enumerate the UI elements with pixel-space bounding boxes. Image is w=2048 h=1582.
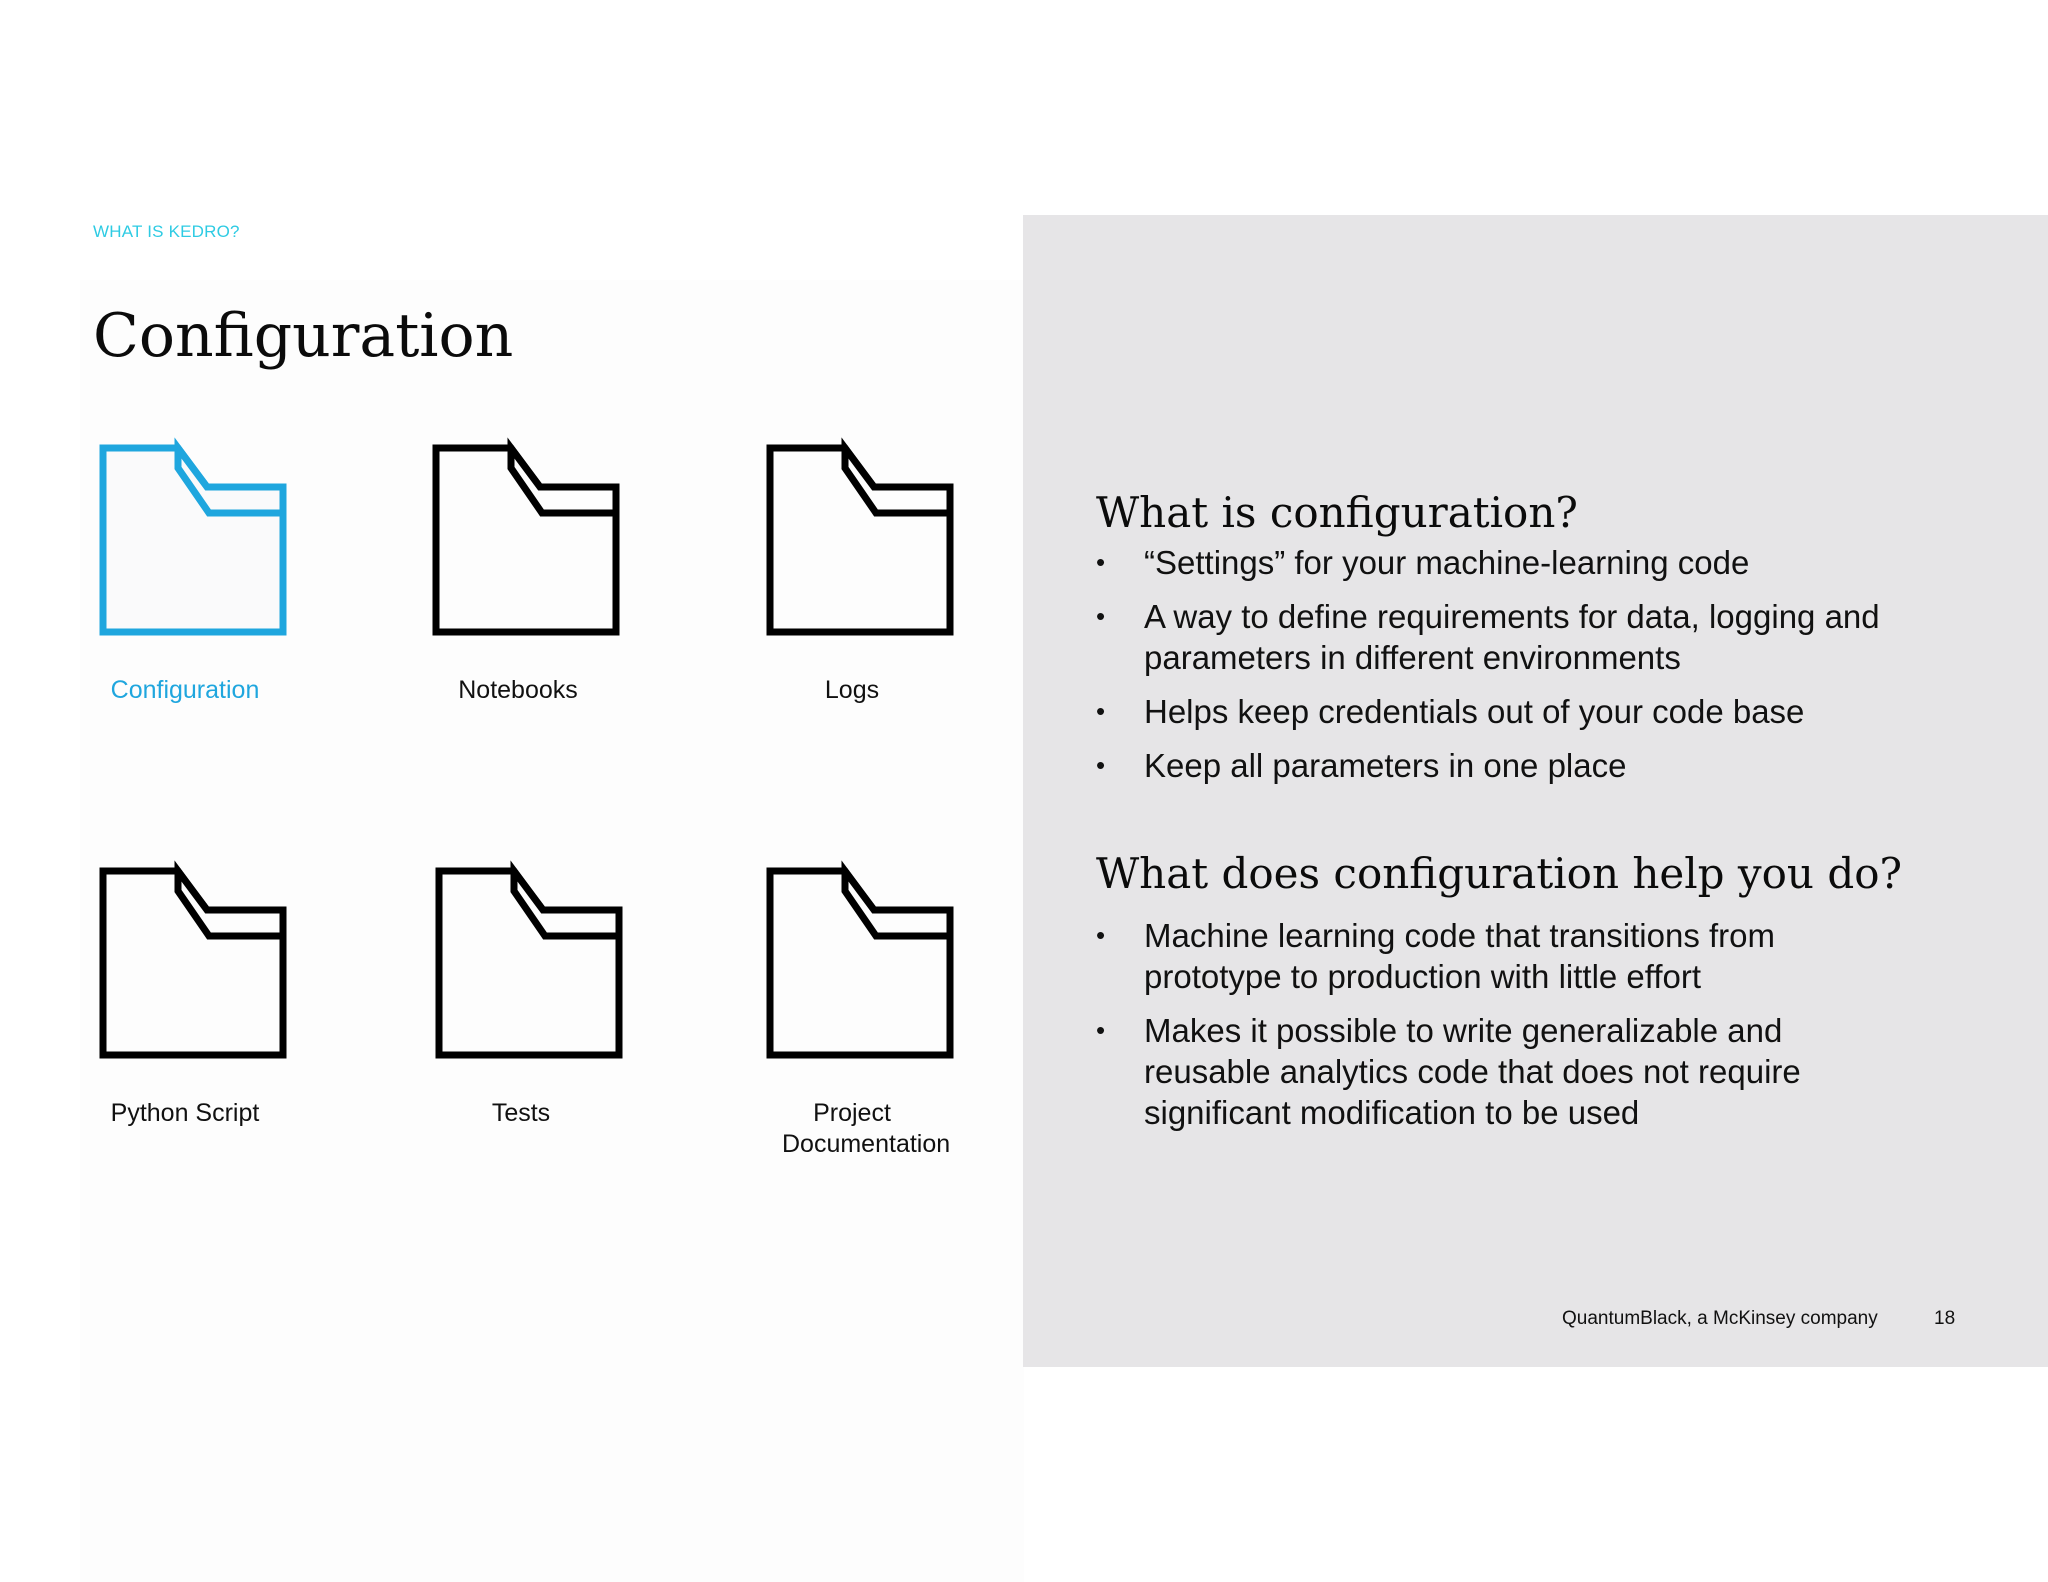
folder-label: Logs bbox=[824, 676, 880, 704]
folder-icon bbox=[742, 445, 962, 635]
section-label: WHAT IS KEDRO? bbox=[93, 222, 240, 241]
page-number: 18 bbox=[1934, 1308, 1956, 1329]
list-item: • Machine learning code that transitions from prototype to production with little effort bbox=[1096, 915, 1856, 997]
footer-company: QuantumBlack, a McKinsey company bbox=[1562, 1308, 1878, 1329]
folder-logs[interactable] bbox=[722, 445, 982, 705]
what-does-heading: What does configuration help you do? bbox=[1096, 849, 1903, 898]
list-item: • Helps keep credentials out of your code base bbox=[1096, 691, 1896, 732]
folder-label: Python Script bbox=[110, 1099, 260, 1127]
folder-project-documentation[interactable] bbox=[722, 868, 982, 1158]
what-is-heading: What is configuration? bbox=[1096, 488, 1578, 537]
folder-configuration[interactable] bbox=[55, 445, 315, 705]
list-item: • “Settings” for your machine-learning code bbox=[1096, 542, 1896, 583]
list-item: • Makes it possible to write generalizable and reusable analytics code that does not require significant modification to be used bbox=[1096, 1010, 1856, 1133]
folder-label: Project Documentation bbox=[782, 1099, 951, 1158]
folder-icon bbox=[742, 868, 962, 1058]
folder-python-script[interactable] bbox=[55, 868, 315, 1128]
folder-icon bbox=[411, 868, 631, 1058]
folder-label: Notebooks bbox=[458, 676, 578, 704]
what-does-bullet-list bbox=[1096, 915, 1856, 1146]
list-item: • Keep all parameters in one place bbox=[1096, 745, 1896, 786]
folder-icon bbox=[408, 445, 628, 635]
folder-label: Configuration bbox=[110, 676, 260, 704]
page-title: Configuration bbox=[93, 301, 514, 371]
folder-tests[interactable] bbox=[391, 868, 651, 1128]
folder-icon bbox=[75, 868, 295, 1058]
folder-notebooks[interactable] bbox=[388, 445, 648, 705]
folder-label: Tests bbox=[491, 1099, 551, 1127]
list-item: • A way to define requirements for data, logging and parameters in different environments bbox=[1096, 596, 1896, 678]
folder-icon bbox=[75, 445, 295, 635]
what-is-bullet-list bbox=[1096, 542, 1896, 799]
